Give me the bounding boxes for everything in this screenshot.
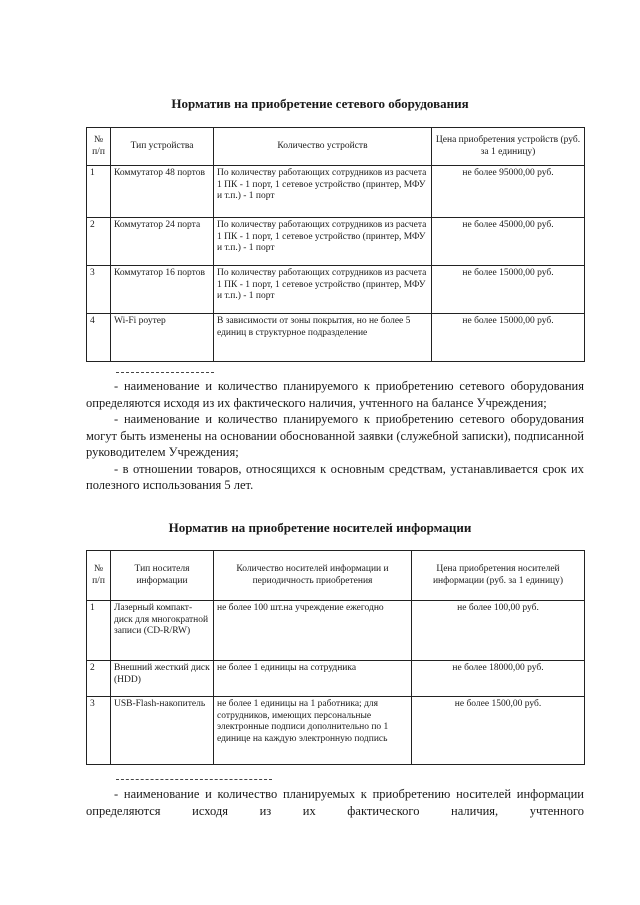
row-num: 3: [87, 697, 111, 765]
row-price: не более 45000,00 руб.: [432, 218, 585, 266]
note-paragraph: - наименование и количество планируемого к приобретению сетевого оборудования могут быть изменены на основании обоснованной заявки (служебной записки), подписанной руководителем Учреждения;: [86, 412, 584, 459]
row-type: Коммутатор 16 портов: [111, 266, 214, 314]
row-price: не более 15000,00 руб.: [432, 266, 585, 314]
table-row: [87, 601, 585, 661]
row-price: не более 15000,00 руб.: [432, 314, 585, 362]
row-qty: не более 1 единицы на 1 работника; для сотрудников, имеющих персональные электронные подписи дополнительно по 1 единице на каждую электронную подпись: [214, 697, 412, 765]
section2-title: Норматив на приобретение носителей информации: [168, 520, 472, 535]
section1-notes: [86, 378, 584, 494]
row-type: Коммутатор 48 портов: [111, 166, 214, 218]
row-qty: В зависимости от зоны покрытия, но не более 5 единиц в структурное подразделение: [214, 314, 432, 362]
row-qty: По количеству работающих сотрудников из расчета 1 ПК - 1 порт, 1 сетевое устройство (принтер, МФУ и т.п.) - 1 порт: [214, 218, 432, 266]
row-price: не более 1500,00 руб.: [412, 697, 585, 765]
row-num: 4: [87, 314, 111, 362]
header-price: Цена приобретения устройств (руб. за 1 единицу): [432, 128, 585, 166]
row-num: 2: [87, 218, 111, 266]
row-num: 2: [87, 661, 111, 697]
row-qty: По количеству работающих сотрудников из расчета 1 ПК - 1 порт, 1 сетевое устройство (принтер, МФУ и т.п.) - 1 порт: [214, 266, 432, 314]
table-row: [87, 314, 585, 362]
header-qty: Количество носителей информации и периодичность приобретения: [214, 551, 412, 601]
row-type: Внешний жесткий диск (HDD): [111, 661, 214, 697]
table-row: [87, 218, 585, 266]
note-paragraph: - наименование и количество планируемого к приобретению сетевого оборудования определяются исходя из их фактического наличия, учтенного на балансе Учреждения;: [86, 379, 584, 410]
row-num: 1: [87, 166, 111, 218]
row-type: Лазерный компакт-диск для многократной записи (CD-R/RW): [111, 601, 214, 661]
table-header-row: [87, 551, 585, 601]
header-type: Тип устройства: [111, 128, 214, 166]
row-qty: не более 100 шт.на учреждение ежегодно: [214, 601, 412, 661]
table-row: [87, 166, 585, 218]
row-type: Wi-Fi роутер: [111, 314, 214, 362]
row-type: Коммутатор 24 порта: [111, 218, 214, 266]
note-paragraph: - в отношении товаров, относящихся к основным средствам, устанавливается срок их полезного использования 5 лет.: [86, 461, 584, 492]
table-row: [87, 661, 585, 697]
section2-notes: [86, 786, 584, 819]
row-qty: не более 1 единицы на сотрудника: [214, 661, 412, 697]
storage-media-table: [86, 550, 585, 765]
table-row: [87, 266, 585, 314]
header-qty: Количество устройств: [214, 128, 432, 166]
row-price: не более 18000,00 руб.: [412, 661, 585, 697]
header-num: № п/п: [87, 551, 111, 601]
row-price: не более 95000,00 руб.: [432, 166, 585, 218]
row-num: 1: [87, 601, 111, 661]
row-type: USB-Flash-накопитель: [111, 697, 214, 765]
footnote-separator: [116, 372, 214, 373]
note-paragraph: - наименование и количество планируемых к приобретению носителей информации определяются исходя из их фактического наличия, учтенного: [86, 787, 584, 818]
header-type: Тип носителя информации: [111, 551, 214, 601]
row-num: 3: [87, 266, 111, 314]
section1-title: Норматив на приобретение сетевого оборудования: [171, 96, 469, 111]
header-num: № п/п: [87, 128, 111, 166]
table-row: [87, 697, 585, 765]
row-price: не более 100,00 руб.: [412, 601, 585, 661]
row-qty: По количеству работающих сотрудников из расчета 1 ПК - 1 порт, 1 сетевое устройство (принтер, МФУ и т.п.) - 1 порт: [214, 166, 432, 218]
header-price: Цена приобретения носителей информации (руб. за 1 единицу): [412, 551, 585, 601]
network-equipment-table: [86, 127, 585, 362]
table-header-row: [87, 128, 585, 166]
footnote-separator: [116, 779, 272, 780]
